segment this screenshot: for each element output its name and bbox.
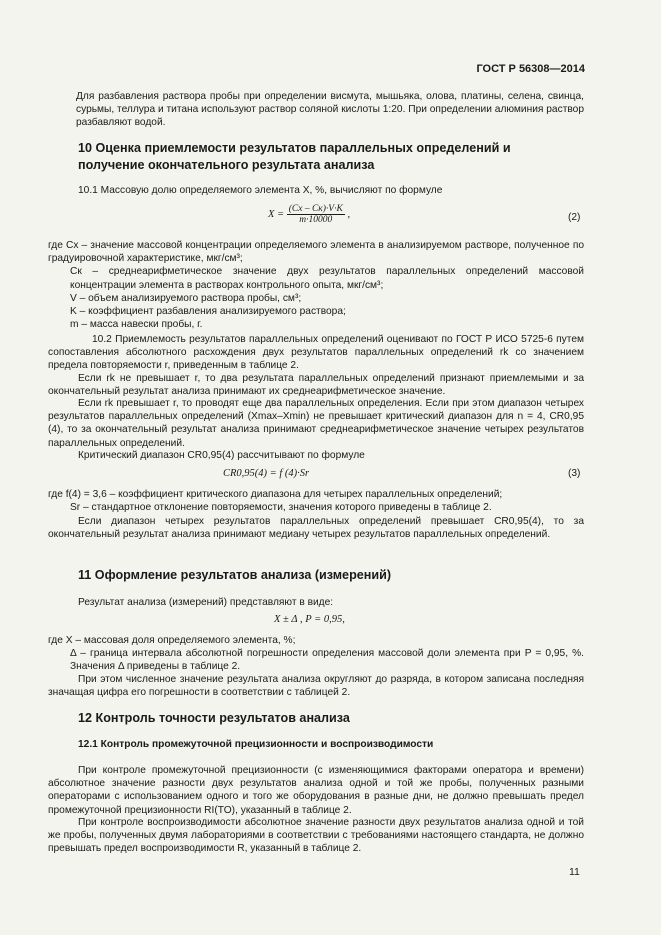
section-12-1-title: 12.1 Контроль промежуточной прецизионности и воспроизводимости — [78, 739, 434, 750]
paragraph-10-2d: Критический диапазон CR0,95(4) рассчитывают по формуле — [78, 450, 365, 461]
formula-2-lhs: X = — [268, 208, 285, 220]
formula-2-tail: , — [347, 208, 351, 220]
where-v: V – объем анализируемого раствора пробы, см³; — [70, 292, 302, 304]
where-cx: где Cx – значение массовой концентрации определяемого элемента в анализируемом растворе, полученное по градуировочной характеристике, мкг/см³; — [48, 240, 584, 265]
formula-2-denominator: m·10000 — [299, 215, 333, 225]
paragraph-10-2b: Если rk не превышает r, то два результата параллельных определений признают приемлемыми и за окончательный результат анализа принимают их среднеарифметическое значение. — [48, 373, 584, 398]
where-delta: Δ – граница интервала абсолютной погрешности определения массовой доли элемента при P = 0,95, %. Значения Δ приведены в таблице 2. — [70, 648, 584, 673]
section-12-title: 12 Контроль точности результатов анализа — [78, 711, 350, 725]
where-list-2 — [48, 488, 584, 514]
formula-3: CR0,95(4) = f (4)·Sr — [223, 468, 310, 479]
where-x: где X – массовая доля определяемого элемента, %; — [48, 635, 296, 646]
paragraph-10-2c: Если rk превышает r, то проводят еще два параллельных определения. Если при этом диапазон четырех результатов параллельных определений (Xmax–Xmin) не превышает критический диапазон для n = 4, CR0,95 (4), то за окончательный результат анализа принимают среднеарифметическое значение четырех результатов параллельных определений. — [48, 398, 584, 449]
equation-number-2: (2) — [568, 212, 581, 223]
section-11-title: 11 Оформление результатов анализа (измерений) — [78, 568, 392, 582]
equation-number-3: (3) — [568, 468, 581, 479]
where-m: m – масса навески пробы, г. — [70, 319, 203, 331]
where-ck: Cк – среднеарифметическое значение двух результатов параллельных определений массовой концентрации элемента в растворах контрольного опыта, мкг/см³; — [70, 266, 584, 291]
section-11-paragraph-2: При этом численное значение результата анализа округляют до разряда, в котором записана последняя значащая цифра его погрешности в соответствии с таблицей 2. — [48, 674, 584, 699]
paragraph-10-2e: Если диапазон четырех результатов параллельных определений превышает CR0,95(4), то за окончательный результат анализа принимают медиану четырех результатов параллельных определений. — [48, 516, 584, 541]
formula-2-fraction — [287, 204, 345, 225]
where-list-1 — [48, 239, 584, 331]
section-11-paragraph-1: Результат анализа (измерений) представляют в виде: — [78, 597, 334, 608]
where-sr: Sr – стандартное отклонение повторяемости, значения которого приведены в таблице 2. — [70, 502, 492, 514]
formula-2-numerator: (Cx – Cк)·V·K — [288, 204, 343, 214]
where-f4: где f(4) = 3,6 – коэффициент критического диапазона для четырех параллельных определений; — [48, 489, 503, 500]
intro-paragraph: Для разбавления раствора пробы при определении висмута, мышьяка, олова, платины, селена, свинца, сурьмы, теллура и титана используют раствор соляной кислоты 1:20. При определении алюминия раствор разбавляют водой. — [76, 91, 584, 129]
result-formula: X ± Δ , P = 0,95, — [274, 614, 345, 625]
paragraph-10-1: 10.1 Массовую долю определяемого элемента X, %, вычисляют по формуле — [78, 185, 443, 196]
section-10-title-line1: 10 Оценка приемлемости результатов параллельных определений и — [78, 141, 511, 155]
paragraph-10-2: 10.2 Приемлемость результатов параллельных определений оценивают по ГОСТ Р ИСО 5725-6 путем сопоставления абсолютного расхождения двух результатов параллельных определений rk со значением предела повторяемости r, приведенным в таблице 2. — [48, 334, 584, 372]
page-number: 11 — [569, 866, 580, 878]
section-10-title-line2: получение окончательного результата анализа — [78, 158, 375, 172]
where-k: K – коэффициент разбавления анализируемого раствора; — [70, 306, 346, 318]
formula-2 — [268, 204, 350, 225]
standard-header: ГОСТ Р 56308—2014 — [476, 63, 585, 75]
section-12-paragraph-2: При контроле воспроизводимости абсолютное значение разности двух результатов анализа одной и той же пробы, полученных двумя лабораториями в соответствии с требованиями настоящего стандарта, не должно превышать предел воспроизводимости R, указанный в таблице 2. — [48, 817, 584, 855]
section-10-title — [78, 140, 584, 174]
section-12-paragraph-1: При контроле промежуточной прецизионности (с изменяющимися факторами оператора и времени) абсолютное значение разности двух результатов анализа одной и той же пробы, полученных разными операторами с использованием одного и того же оборудования в разные дни, не должно превышать предел промежуточной прецизионности RI(TO), указанный в таблице 2. — [48, 765, 584, 816]
where-list-3 — [48, 634, 584, 674]
